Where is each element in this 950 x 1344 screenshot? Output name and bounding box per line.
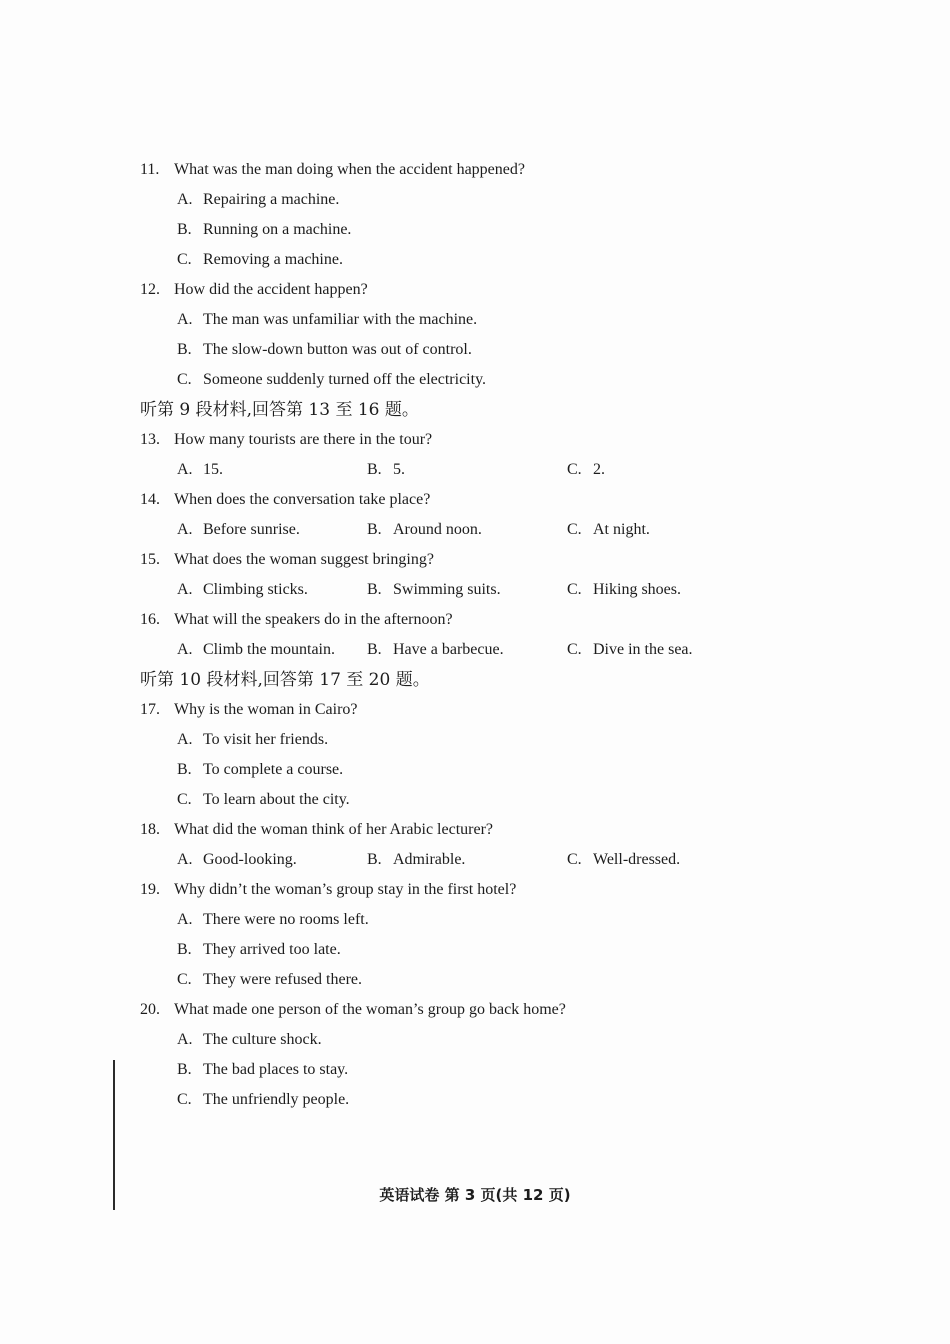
question-text: What was the man doing when the accident happened? [174, 161, 525, 178]
question-text: How did the accident happen? [174, 281, 368, 298]
options-13 [140, 455, 840, 485]
option-14-c: C. At night. [567, 521, 650, 538]
question-text: What did the woman think of her Arabic lecturer? [174, 821, 493, 838]
option-17-b: B. To complete a course. [177, 761, 344, 778]
option-18-c: C. Well-dressed. [567, 851, 681, 868]
option-18-a: A. Good-looking. [177, 851, 297, 868]
option-14-b: B. Around noon. [367, 521, 482, 538]
question-number: 13. [140, 431, 160, 448]
option-14-a: A. Before sunrise. [177, 521, 300, 538]
option-15-c: C. Hiking shoes. [567, 581, 681, 598]
question-text: How many tourists are there in the tour? [174, 431, 433, 448]
question-number: 16. [140, 611, 160, 628]
options-14 [140, 515, 840, 545]
question-number: 15. [140, 551, 160, 568]
option-17-a: A. To visit her friends. [177, 731, 329, 748]
question-number: 17. [140, 701, 160, 718]
option-13-c: C. 2. [567, 461, 605, 478]
option-12-c: C. Someone suddenly turned off the electricity. [177, 371, 487, 388]
option-11-b: B. Running on a machine. [177, 221, 352, 238]
question-11 [140, 155, 840, 185]
options-18 [140, 845, 840, 875]
option-20-b: B. The bad places to stay. [177, 1061, 349, 1078]
option-20-a: A. The culture shock. [177, 1031, 322, 1048]
option-16-a: A. Climb the mountain. [177, 641, 335, 658]
question-16 [140, 605, 840, 635]
option-13-b: B. 5. [367, 461, 405, 478]
question-19 [140, 875, 840, 905]
option-18-b: B. Admirable. [367, 851, 466, 868]
question-number: 19. [140, 881, 160, 898]
question-number: 20. [140, 1001, 160, 1018]
options-16 [140, 635, 840, 665]
question-number: 11. [140, 161, 160, 178]
question-text: Why is the woman in Cairo? [174, 701, 358, 718]
question-text: What will the speakers do in the afternoon? [174, 611, 453, 628]
question-list [140, 155, 840, 1115]
option-19-b: B. They arrived too late. [177, 941, 341, 958]
option-12-a: A. The man was unfamiliar with the machine. [177, 311, 478, 328]
question-text: What does the woman suggest bringing? [174, 551, 434, 568]
question-12 [140, 275, 840, 305]
option-13-a: A. 15. [177, 461, 223, 478]
option-16-c: C. Dive in the sea. [567, 641, 693, 658]
question-20 [140, 995, 840, 1025]
section-heading-10: 听第 10 段材料,回答第 17 至 20 题。 [140, 670, 430, 690]
option-16-b: B. Have a barbecue. [367, 641, 504, 658]
option-19-a: A. There were no rooms left. [177, 911, 369, 928]
question-text: Why didn’t the woman’s group stay in the first hotel? [174, 881, 517, 898]
question-18 [140, 815, 840, 845]
question-number: 12. [140, 281, 160, 298]
option-12-b: B. The slow-down button was out of control. [177, 341, 472, 358]
question-15 [140, 545, 840, 575]
question-text: When does the conversation take place? [174, 491, 431, 508]
question-number: 18. [140, 821, 160, 838]
question-number: 14. [140, 491, 160, 508]
section-heading-9: 听第 9 段材料,回答第 13 至 16 题。 [140, 400, 419, 420]
option-11-a: A. Repairing a machine. [177, 191, 340, 208]
question-17 [140, 695, 840, 725]
option-11-c: C. Removing a machine. [177, 251, 343, 268]
option-17-c: C. To learn about the city. [177, 791, 350, 808]
option-15-a: A. Climbing sticks. [177, 581, 308, 598]
option-15-b: B. Swimming suits. [367, 581, 501, 598]
options-15 [140, 575, 840, 605]
page-footer: 英语试卷 第 3 页(共 12 页) [379, 1186, 571, 1204]
question-14 [140, 485, 840, 515]
question-13 [140, 425, 840, 455]
question-text: What made one person of the woman’s group go back home? [174, 1001, 566, 1018]
option-20-c: C. The unfriendly people. [177, 1091, 350, 1108]
option-19-c: C. They were refused there. [177, 971, 363, 988]
